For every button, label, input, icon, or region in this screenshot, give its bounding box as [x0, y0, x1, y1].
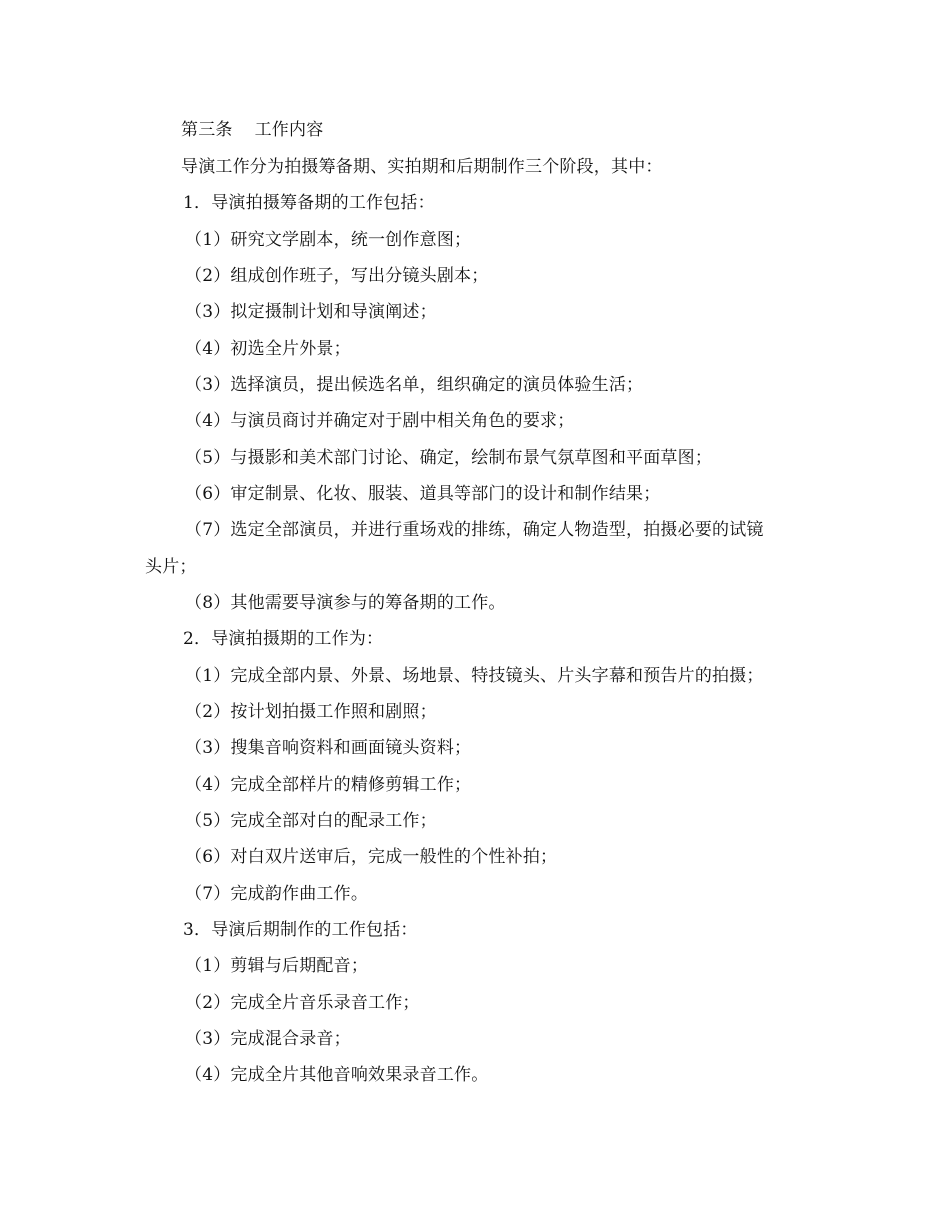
section-2-item: （5）完成全部对白的配录工作； [185, 811, 437, 831]
section-2-item: （4）完成全部样片的精修剪辑工作； [185, 775, 472, 795]
section-3-item: （2）完成全片音乐录音工作； [185, 993, 420, 1013]
section-2-item: （2）按计划拍摄工作照和剧照； [185, 702, 437, 722]
section-1-item: （4）与演员商讨并确定对于剧中相关角色的要求； [185, 411, 575, 431]
section-1-item: （2）组成创作班子，写出分镜头剧本； [185, 266, 489, 286]
section-3-item: （3）完成混合录音； [185, 1029, 351, 1049]
section-2-heading: 2．导演拍摄期的工作为： [183, 629, 384, 649]
section-1-item: （3）拟定摄制计划和导演阐述； [185, 302, 437, 322]
section-2-item: （1）完成全部内景、外景、场地景、特技镜头、片头字幕和预告片的拍摄； [185, 666, 764, 686]
section-2-item: （3）搜集音响资料和画面镜头资料； [185, 738, 472, 758]
section-1-item: （1）研究文学剧本，统一创作意图； [185, 230, 472, 250]
section-1-item: （3）选择演员，提出候选名单，组织确定的演员体验生活； [185, 375, 644, 395]
section-1-item-continuation: 头片； [145, 557, 197, 577]
section-1-item: （8）其他需要导演参与的筹备期的工作。 [185, 593, 506, 613]
article-title [181, 120, 950, 140]
section-3-item: （1）剪辑与后期配音； [185, 956, 369, 976]
intro-paragraph: 导演工作分为拍摄筹备期、实拍期和后期制作三个阶段，其中： [181, 157, 663, 177]
section-1-item: （4）初选全片外景； [185, 339, 351, 359]
section-1-item: （6）审定制景、化妆、服装、道具等部门的设计和制作结果； [185, 484, 661, 504]
section-3-heading: 3．导演后期制作的工作包括： [183, 920, 418, 940]
section-3-item: （4）完成全片其他音响效果录音工作。 [185, 1065, 489, 1085]
article-heading: 工作内容 [254, 120, 324, 140]
section-2-item: （7）完成韵作曲工作。 [185, 884, 369, 904]
section-1-heading: 1．导演拍摄筹备期的工作包括： [183, 193, 435, 213]
section-1-item: （5）与摄影和美术部门讨论、确定，绘制布景气氛草图和平面草图； [185, 448, 713, 468]
section-1-item: （7）选定全部演员，并进行重场戏的排练，确定人物造型，拍摄必要的试镜 [185, 520, 764, 540]
section-2-item: （6）对白双片送审后，完成一般性的个性补拍； [185, 847, 558, 867]
article-number: 第三条 [181, 120, 233, 140]
